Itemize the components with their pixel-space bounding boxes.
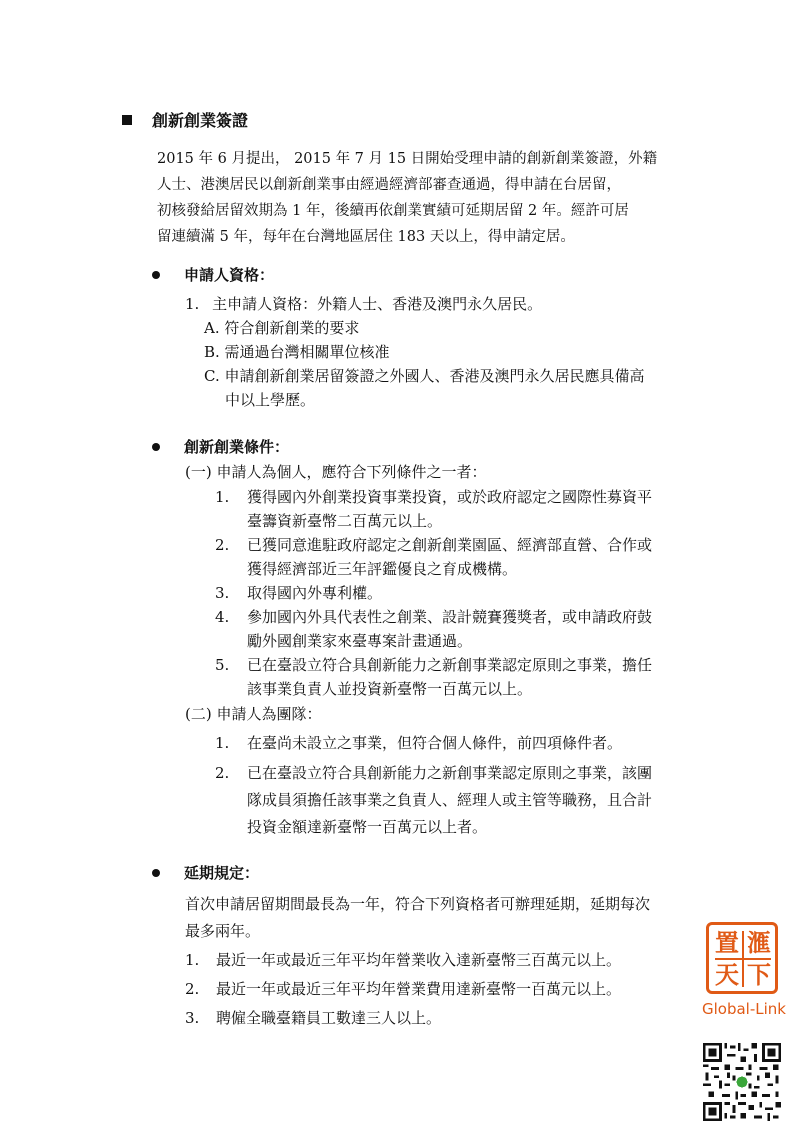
intro-line: 初核發給居留效期為 1 年，後續再依創業實績可延期居留 2 年。經許可居 bbox=[157, 203, 629, 219]
intro-line: 人士、港澳居民以創新創業事由經過經濟部審查通過，得申請在台居留， bbox=[157, 177, 621, 193]
conditions-heading-text: 創新創業條件： bbox=[184, 438, 290, 456]
team-label: (二) 申請人為團隊： bbox=[185, 705, 322, 723]
extension-item-text: 聘僱全職臺籍員工數達三人以上。 bbox=[216, 1009, 442, 1027]
seal-char: 天 bbox=[715, 960, 739, 989]
extension-item-text: 最近一年或最近三年平均年營業收入達新臺幣三百萬元以上。 bbox=[216, 951, 622, 969]
individual-item-text: 已獲同意進駐政府認定之創新創業園區、經濟部直營、合作或 bbox=[247, 536, 653, 554]
seal-char: 置 bbox=[715, 928, 739, 957]
individual-item-text: 取得國內外專利權。 bbox=[247, 584, 383, 602]
logo-caption: Global-Link bbox=[702, 1000, 786, 1018]
team-item-text: 隊成員須擔任該事業之負責人、經理人或主管等職務，且合計 bbox=[247, 791, 653, 809]
individual-item-num: 3. bbox=[215, 584, 230, 602]
seal-char: 下 bbox=[747, 960, 771, 989]
individual-item-text: 已在臺設立符合具創新能力之新創事業認定原則之事業，擔任 bbox=[247, 656, 653, 674]
extension-item-num: 3. bbox=[185, 1009, 200, 1027]
team-item-text: 投資金額達新臺幣一百萬元以上者。 bbox=[247, 818, 488, 836]
extension-item-num: 1. bbox=[185, 951, 200, 969]
extension-item-text: 最近一年或最近三年平均年營業費用達新臺幣一百萬元以上。 bbox=[216, 980, 622, 998]
team-item-num: 2. bbox=[215, 764, 230, 782]
intro-line: 2015 年 6 月提出， 2015 年 7 月 15 日開始受理申請的創新創業簽證，外籍 bbox=[157, 151, 658, 167]
global-link-logo bbox=[697, 922, 791, 1022]
item-number: 1. bbox=[185, 295, 200, 313]
bullet-dot-icon bbox=[152, 443, 160, 451]
extension-heading bbox=[152, 862, 259, 883]
extension-intro: 首次申請居留期間最長為一年，符合下列資格者可辦理延期，延期每次 bbox=[185, 895, 651, 913]
eligibility-sub-c: C. 申請創新創業居留簽證之外國人、香港及澳門永久居民應具備高 bbox=[204, 367, 645, 385]
extension-intro-cont: 最多兩年。 bbox=[185, 922, 261, 940]
qr-code-icon bbox=[703, 1043, 781, 1121]
intro-paragraph bbox=[157, 146, 667, 250]
intro-line: 留連續滿 5 年，每年在台灣地區居住 183 天以上，得申請定居。 bbox=[157, 229, 575, 245]
section-title bbox=[122, 108, 248, 131]
individual-item-num: 1. bbox=[215, 488, 230, 506]
team-item-text: 已在臺設立符合具創新能力之新創事業認定原則之事業，該團 bbox=[247, 764, 653, 782]
section-title-text: 創新創業簽證 bbox=[152, 111, 249, 130]
eligibility-item-1 bbox=[185, 292, 542, 316]
seal-char: 滙 bbox=[747, 928, 771, 957]
individual-item-num: 5. bbox=[215, 656, 230, 674]
individual-item-text: 參加國內外具代表性之創業、設計競賽獲獎者，或申請政府鼓 bbox=[247, 608, 653, 626]
individual-label: (一) 申請人為個人，應符合下列條件之一者： bbox=[185, 463, 487, 481]
team-item-text: 在臺尚未設立之事業，但符合個人條件，前四項條件者。 bbox=[247, 734, 623, 752]
conditions-heading bbox=[152, 436, 289, 457]
bullet-dot-icon bbox=[152, 271, 160, 279]
seal-icon bbox=[706, 922, 778, 994]
eligibility-heading-text: 申請人資格： bbox=[184, 266, 275, 284]
eligibility-heading bbox=[152, 264, 274, 285]
eligibility-sub-b: B. 需通過台灣相關單位核准 bbox=[204, 343, 390, 361]
extension-item-num: 2. bbox=[185, 980, 200, 998]
individual-item-text: 勵外國創業家來臺專案計畫通過。 bbox=[247, 632, 473, 650]
item-text: 主申請人資格：外籍人士、香港及澳門永久居民。 bbox=[212, 295, 543, 313]
individual-item-text: 該事業負責人並投資新臺幣一百萬元以上。 bbox=[247, 680, 533, 698]
extension-heading-text: 延期規定： bbox=[184, 864, 260, 882]
individual-item-num: 2. bbox=[215, 536, 230, 554]
eligibility-sub-a: A. 符合創新創業的要求 bbox=[204, 319, 360, 337]
individual-item-num: 4. bbox=[215, 608, 230, 626]
bullet-dot-icon bbox=[152, 869, 160, 877]
individual-item-text: 臺籌資新臺幣二百萬元以上。 bbox=[247, 512, 443, 530]
team-item-num: 1. bbox=[215, 734, 230, 752]
square-bullet-icon bbox=[122, 115, 132, 125]
eligibility-sub-c-cont: 中以上學歷。 bbox=[225, 391, 316, 409]
individual-item-text: 獲得國內外創業投資事業投資，或於政府認定之國際性募資平 bbox=[247, 488, 653, 506]
individual-item-text: 獲得經濟部近三年評鑑優良之育成機構。 bbox=[247, 560, 518, 578]
